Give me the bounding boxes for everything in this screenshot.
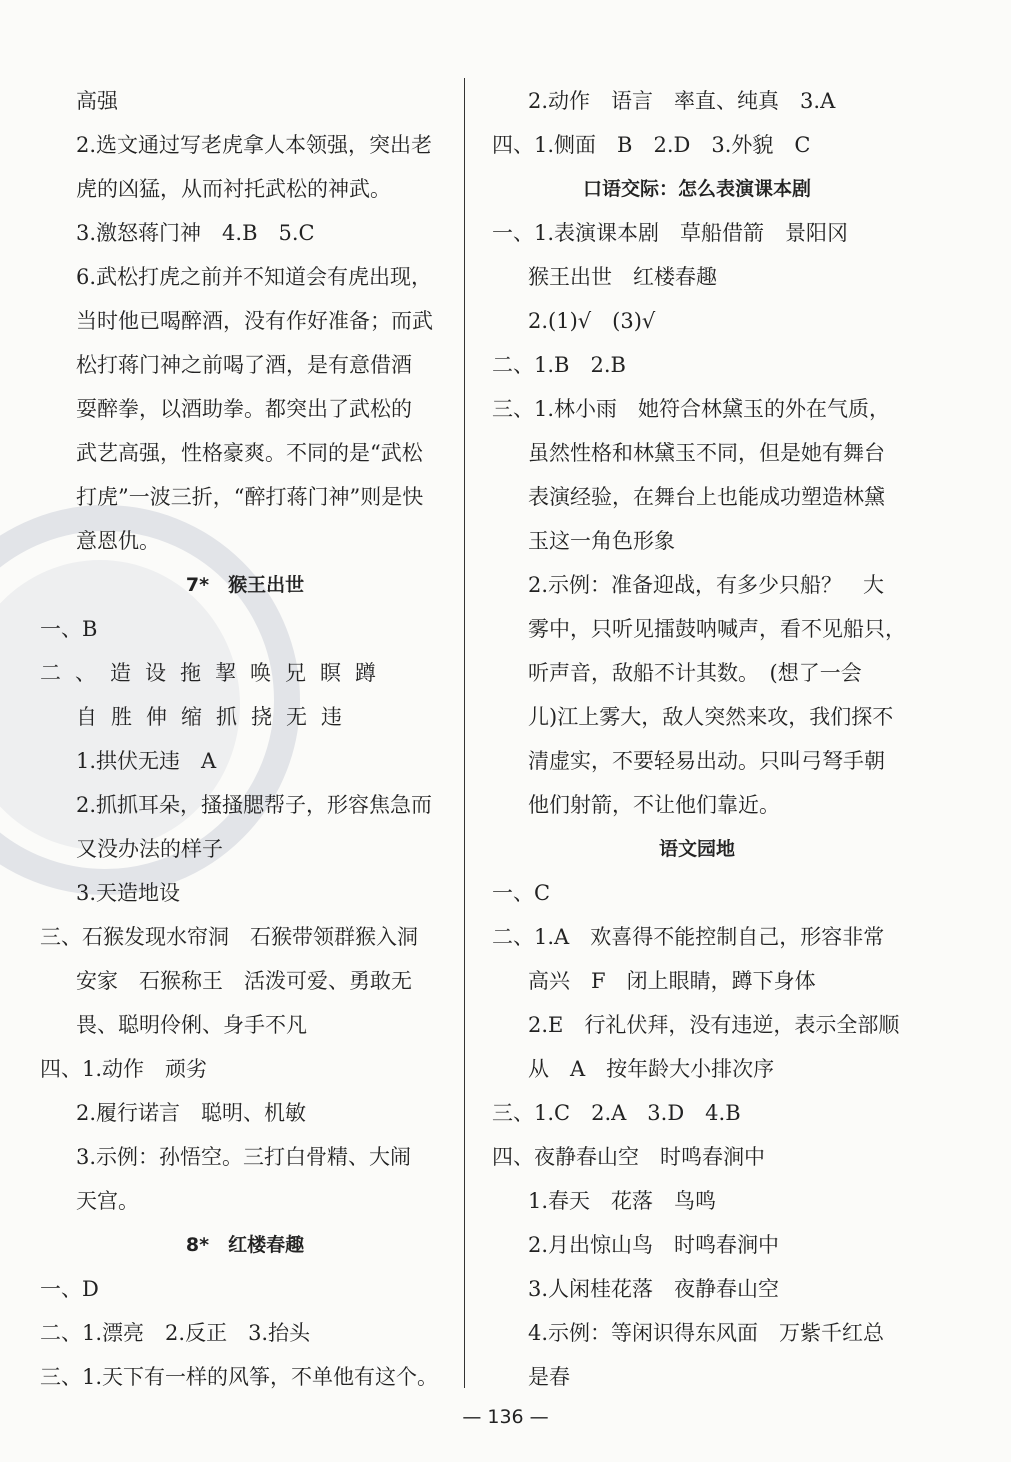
answer-line: 耍醉拳，以酒助拳。都突出了武松的 xyxy=(76,397,412,421)
answer-line: 听声音，敌船不计其数。 (想了一会 xyxy=(528,661,862,685)
answer-line: 2.月出惊山鸟 时鸣春涧中 xyxy=(528,1233,780,1257)
answer-line: 畏、聪明伶俐、身手不凡 xyxy=(76,1013,307,1037)
answer-line: 3.激怒蒋门神 4.B 5.C xyxy=(76,221,315,245)
answer-line: 三、石猴发现水帘洞 石猴带领群猴入洞 xyxy=(40,925,418,949)
answer-line: 玉这一角色形象 xyxy=(528,529,675,553)
answer-line: 三、1.天下有一样的风筝，不单他有这个。 xyxy=(40,1365,439,1389)
answer-line: 虎的凶猛，从而衬托武松的神武。 xyxy=(76,177,391,201)
answer-line: 2.动作 语言 率直、纯真 3.A xyxy=(528,89,836,113)
answer-line: 3.天造地设 xyxy=(76,881,181,905)
section-heading: 8* 红楼春趣 xyxy=(185,1234,305,1256)
answer-line: 清虚实，不要轻易出动。只叫弓弩手朝 xyxy=(528,749,885,773)
right-column xyxy=(492,78,906,1398)
answer-line: 虽然性格和林黛玉不同，但是她有舞台 xyxy=(528,441,885,465)
answer-line: 一、D xyxy=(40,1277,99,1301)
answer-line: 当时他已喝醉酒，没有作好准备；而武 xyxy=(76,309,433,333)
answer-line: 1.春天 花落 鸟鸣 xyxy=(528,1189,717,1213)
answer-line: 他们射箭，不让他们靠近。 xyxy=(528,793,780,817)
answer-line: 二、造设拖挈唤兄瞑蹲 xyxy=(40,661,390,685)
section-heading: 语文园地 xyxy=(658,838,735,860)
answer-line: 二、1.A 欢喜得不能控制自己，形容非常 xyxy=(492,925,885,949)
answer-line: 一、C xyxy=(492,881,551,905)
answer-line: 雾中，只听见擂鼓呐喊声，看不见船只， xyxy=(528,617,906,641)
answer-line: 意恩仇。 xyxy=(76,529,160,553)
answer-line: 一、B xyxy=(40,617,98,641)
answer-line: 4.示例：等闲识得东风面 万紫千红总 xyxy=(528,1321,885,1345)
left-column xyxy=(40,78,450,1398)
answer-line: 四、夜静春山空 时鸣春涧中 xyxy=(492,1145,765,1169)
section-heading: 7* 猴王出世 xyxy=(185,574,305,596)
answer-line: 2.示例：准备迎战，有多少只船？ 大 xyxy=(528,573,885,597)
answer-line: 松打蒋门神之前喝了酒，是有意借酒 xyxy=(76,353,412,377)
answer-line: 2.履行诺言 聪明、机敏 xyxy=(76,1101,307,1125)
answer-line: 从 A 按年龄大小排次序 xyxy=(528,1057,775,1081)
column-divider xyxy=(464,78,465,1388)
page-number: — 136 — xyxy=(462,1406,549,1428)
answer-line: 2.选文通过写老虎拿人本领强，突出老 xyxy=(76,133,433,157)
section-heading: 口语交际：怎么表演课本剧 xyxy=(582,178,811,200)
answer-line: 二、1.漂亮 2.反正 3.抬头 xyxy=(40,1321,311,1345)
answer-line: 四、1.侧面 B 2.D 3.外貌 C xyxy=(492,133,811,157)
answer-line: 三、1.林小雨 她符合林黛玉的外在气质， xyxy=(492,397,891,421)
answer-line: 表演经验，在舞台上也能成功塑造林黛 xyxy=(528,485,885,509)
answer-line: 安家 石猴称王 活泼可爱、勇敢无 xyxy=(76,969,412,993)
answer-line: 自胜伸缩抓挠无违 xyxy=(76,705,356,729)
answer-line: 1.拱伏无违 A xyxy=(76,749,217,773)
answer-line: 又没办法的样子 xyxy=(76,837,223,861)
answer-line: 三、1.C 2.A 3.D 4.B xyxy=(492,1101,741,1125)
answer-line: 猴王出世 红楼春趣 xyxy=(528,265,717,289)
answer-line: 一、1.表演课本剧 草船借箭 景阳冈 xyxy=(492,221,849,245)
answer-line: 四、1.动作 顽劣 xyxy=(40,1057,208,1081)
answer-line: 儿)江上雾大，敌人突然来攻，我们探不 xyxy=(528,705,894,729)
answer-line: 6.武松打虎之前并不知道会有虎出现， xyxy=(76,265,433,289)
answer-line: 3.人闲桂花落 夜静春山空 xyxy=(528,1277,780,1301)
answer-line: 2.(1)√ (3)√ xyxy=(528,309,656,333)
answer-line: 打虎”一波三折，“醉打蒋门神”则是快 xyxy=(76,485,424,509)
answer-line: 高强 xyxy=(76,89,118,113)
answer-line: 是春 xyxy=(528,1365,570,1389)
answer-line: 高兴 F 闭上眼睛，蹲下身体 xyxy=(528,969,816,993)
answer-line: 天宫。 xyxy=(76,1189,139,1213)
answer-line: 武艺高强，性格豪爽。不同的是“武松 xyxy=(76,441,423,465)
answer-line: 3.示例：孙悟空。三打白骨精、大闹 xyxy=(76,1145,412,1169)
answer-line: 2.抓抓耳朵，搔搔腮帮子，形容焦急而 xyxy=(76,793,433,817)
answer-line: 二、1.B 2.B xyxy=(492,353,626,377)
answer-line: 2.E 行礼伏拜，没有违逆，表示全部顺 xyxy=(528,1013,900,1037)
